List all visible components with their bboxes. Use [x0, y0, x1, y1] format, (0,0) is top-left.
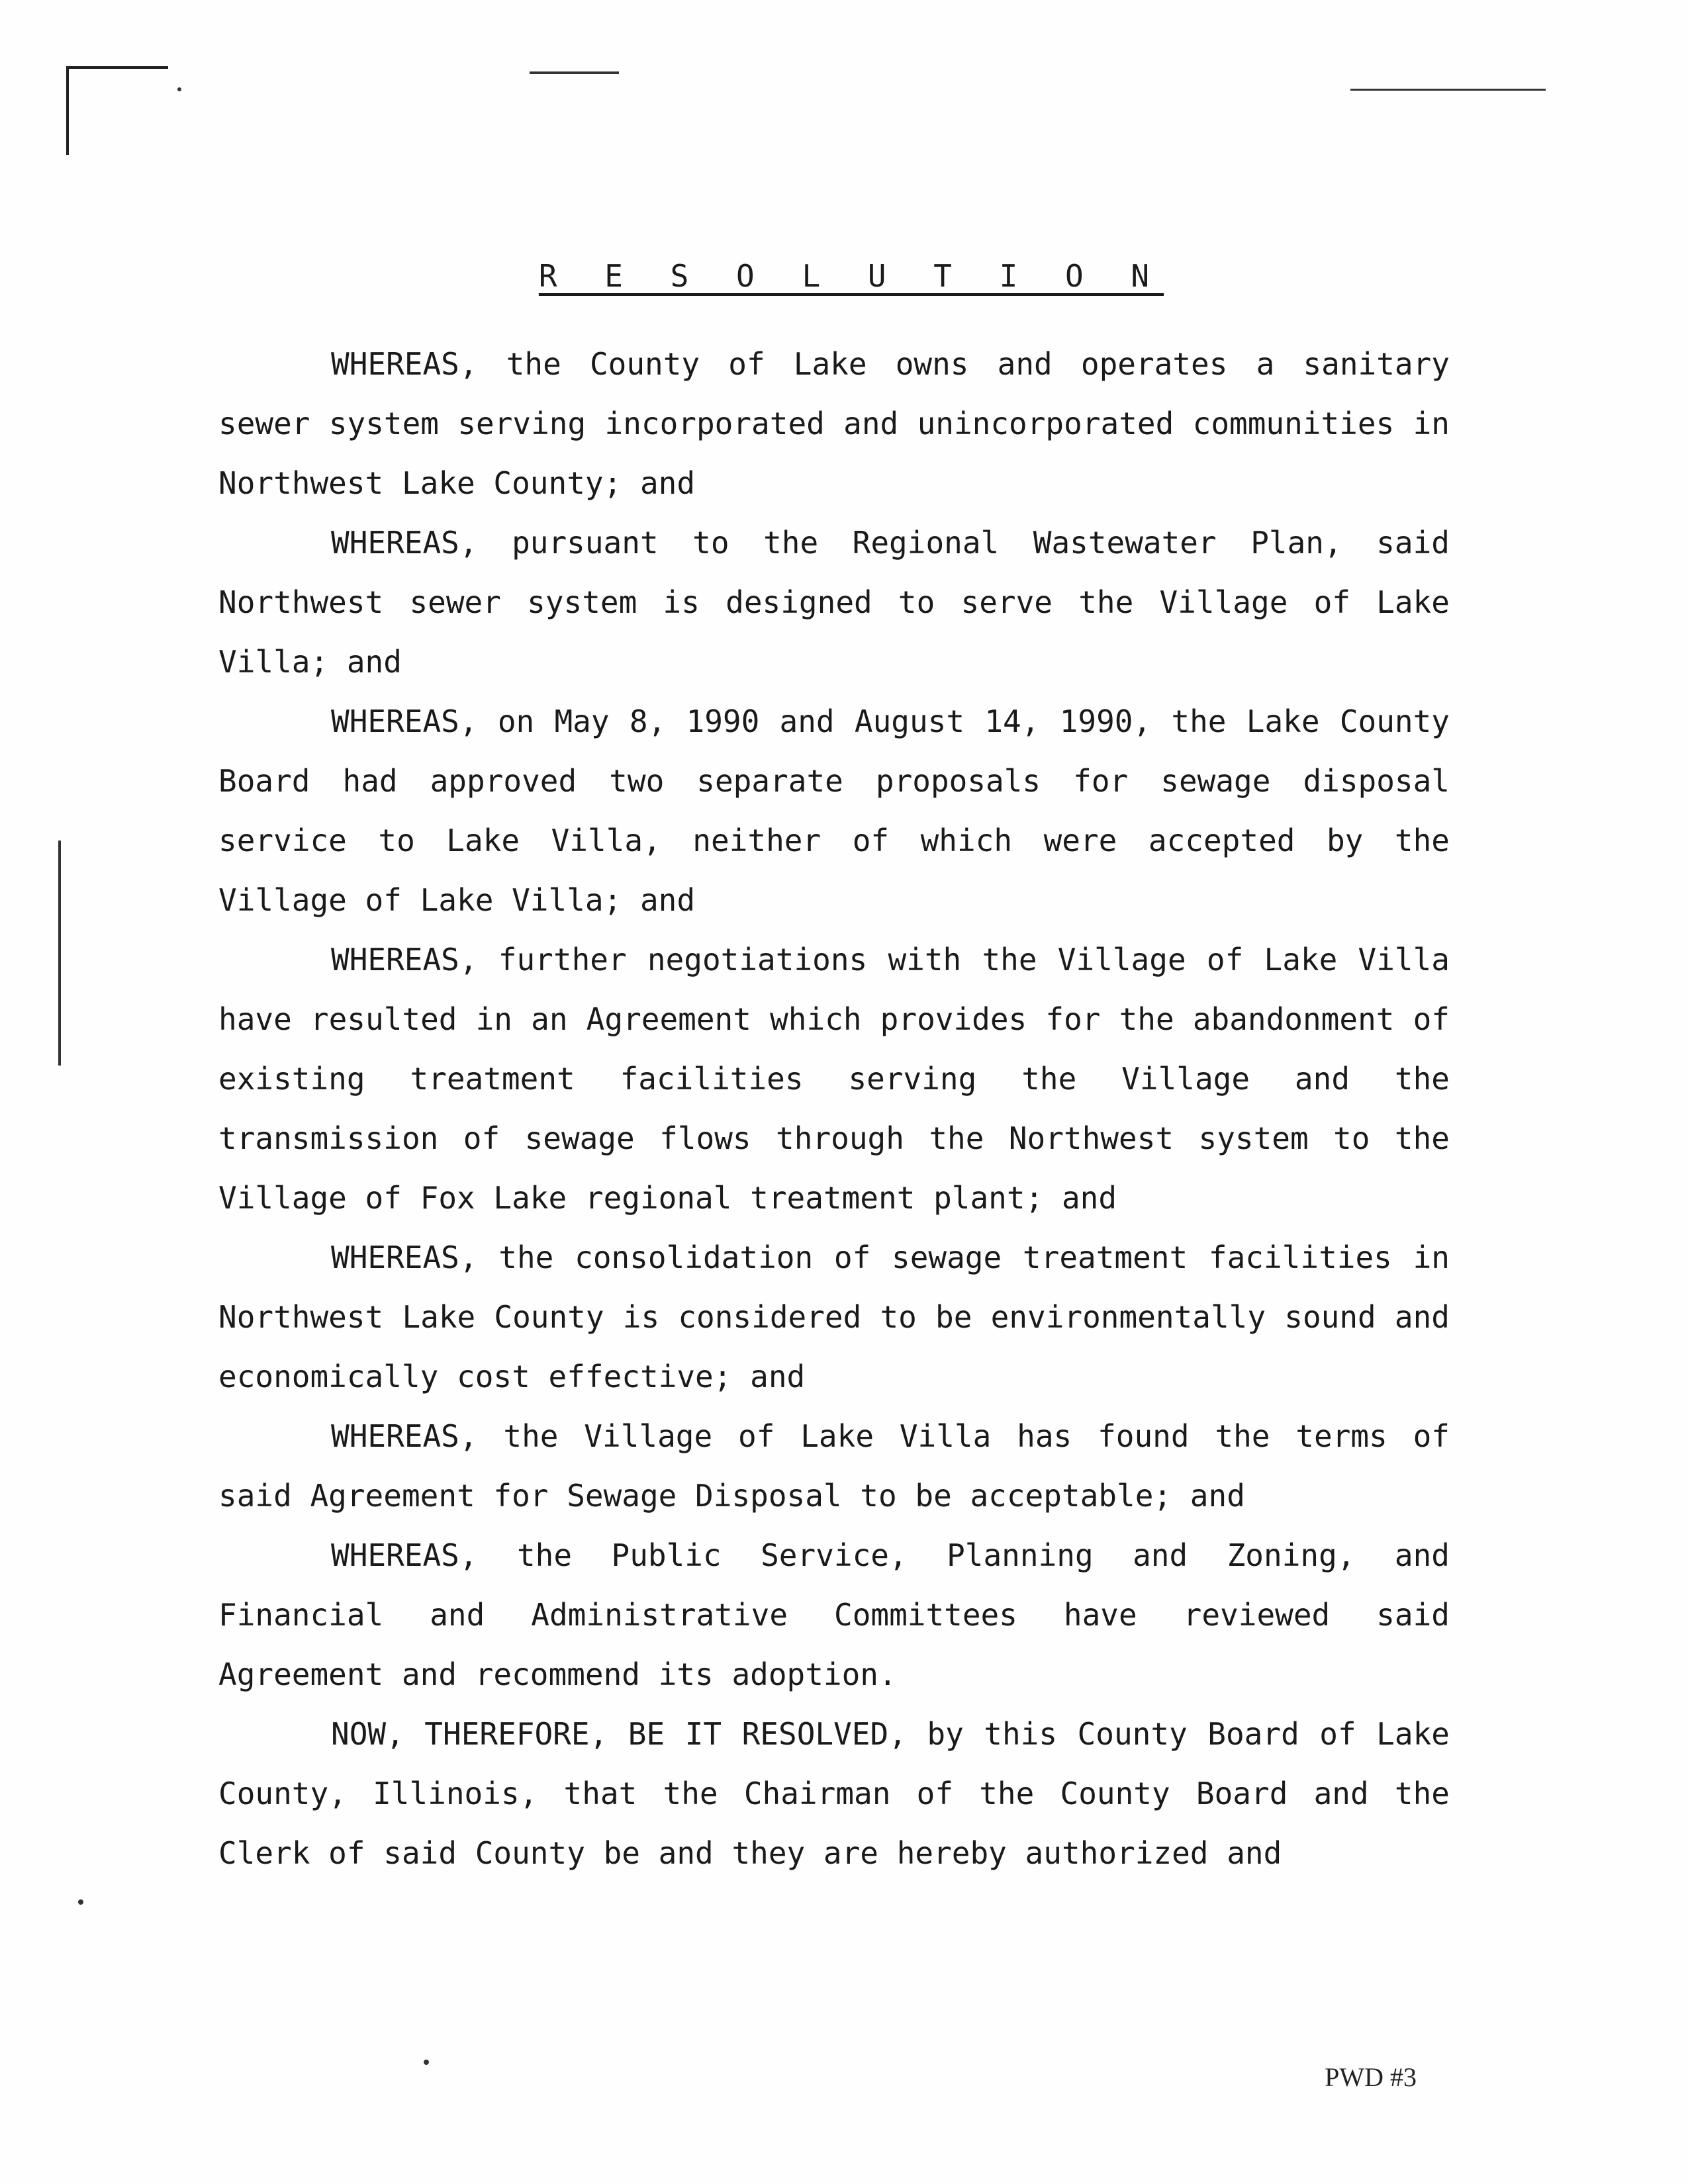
whereas-paragraph-4: WHEREAS, further negotiations with the Village of Lake Villa have resulted in an Agreement which provides for the abandonment of existing treatment facilities serving the Village and the transmission of sewage flows through the Northwest system to the Village of Fox Lake regional treatment plant; and [218, 942, 1450, 1216]
document-body [218, 334, 1450, 1883]
scan-speck [78, 1899, 83, 1905]
document-title: R E S O L U T I O N [538, 258, 1164, 294]
scan-margin-bar [58, 841, 61, 1066]
scan-corner-mark [66, 66, 168, 155]
footer-code: PWD #3 [1325, 2062, 1417, 2092]
resolved-paragraph: NOW, THEREFORE, BE IT RESOLVED, by this County Board of Lake County, Illinois, that the Chairman of the County Board and the Clerk of said County be and they are hereby authorized and [218, 1716, 1450, 1871]
whereas-paragraph-1: WHEREAS, the County of Lake owns and operates a sanitary sewer system serving incorporated and unincorporated communities in Northwest Lake County; and [218, 346, 1450, 501]
scan-top-rule-right [1350, 89, 1546, 91]
scan-speck [177, 87, 181, 91]
whereas-paragraph-6: WHEREAS, the Village of Lake Villa has found the terms of said Agreement for Sewage Disposal to be acceptable; and [218, 1418, 1450, 1514]
scan-top-rule-left [530, 71, 619, 74]
whereas-paragraph-7: WHEREAS, the Public Service, Planning and Zoning, and Financial and Administrative Committees have reviewed said Agreement and recommend its adoption. [218, 1537, 1450, 1692]
scan-speck [424, 2060, 429, 2065]
whereas-paragraph-3: WHEREAS, on May 8, 1990 and August 14, 1990, the Lake County Board had approved two separate proposals for sewage disposal service to Lake Villa, neither of which were accepted by the Village of Lake Villa; and [218, 704, 1450, 918]
whereas-paragraph-2: WHEREAS, pursuant to the Regional Wastewater Plan, said Northwest sewer system is designed to serve the Village of Lake Villa; and [218, 525, 1450, 680]
whereas-paragraph-5: WHEREAS, the consolidation of sewage treatment facilities in Northwest Lake County is considered to be environmentally sound and economically cost effective; and [218, 1240, 1450, 1394]
